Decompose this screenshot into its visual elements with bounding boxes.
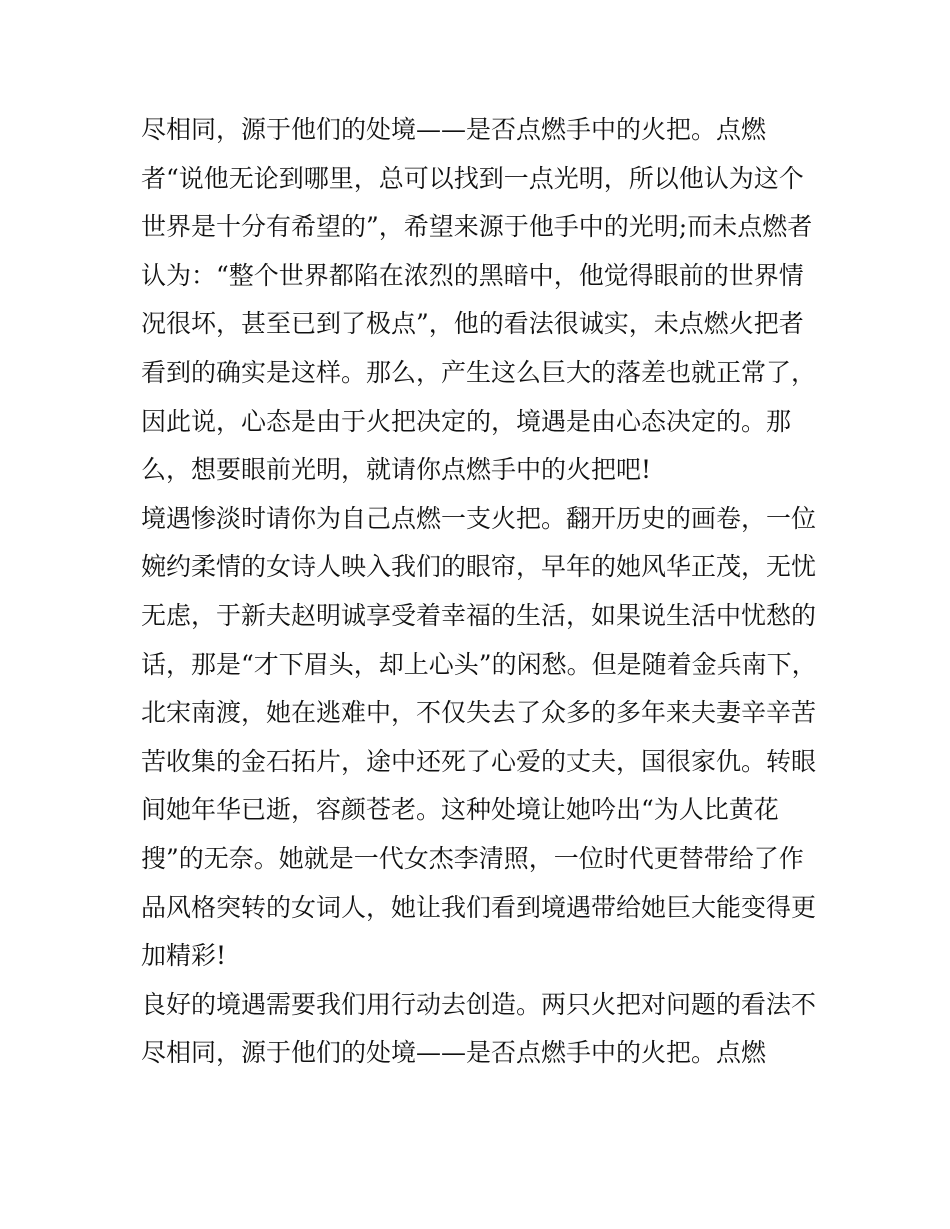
text-line: 搜”的无奈。她就是一代女杰李清照，一位时代更替带给了作 — [141, 843, 804, 873]
text-line: 品风格突转的女词人，她让我们看到境遇带给她巨大能变得更 — [141, 892, 817, 922]
text-line: 北宋南渡，她在逃难中，不仅失去了众多的多年来夫妻辛辛苦 — [141, 698, 817, 728]
text-line: 者“说他无论到哪里，总可以找到一点光明，所以他认为这个 — [141, 163, 804, 193]
text-line: 况很坏，甚至已到了极点”，他的看法很诚实，未点燃火把者 — [141, 309, 804, 339]
essay-text — [141, 106, 821, 1078]
text-line: 看到的确实是这样。那么，产生这么巨大的落差也就正常了， — [141, 357, 817, 387]
text-line: 认为：“整个世界都陷在浓烈的黑暗中，他觉得眼前的世界情 — [141, 260, 804, 290]
text-line: 话，那是“才下眉头，却上心头”的闲愁。但是随着金兵南下， — [141, 649, 817, 679]
text-line: 婉约柔情的女诗人映入我们的眼帘，早年的她风华正茂，无忧 — [141, 552, 817, 582]
text-line: 苦收集的金石拓片，途中还死了心爱的丈夫，国很家仇。转眼 — [141, 746, 817, 776]
text-line: 间她年华已逝，容颜苍老。这种处境让她吟出“为人比黄花 — [141, 795, 779, 825]
text-line: 因此说，心态是由于火把决定的，境遇是由心态决定的。那 — [141, 406, 792, 436]
text-line: 加精彩! — [141, 941, 227, 971]
text-line: 良好的境遇需要我们用行动去创造。两只火把对问题的看法不 — [141, 989, 817, 1019]
text-line: 世界是十分有希望的”，希望来源于他手中的光明;而未点燃者 — [141, 212, 813, 242]
text-line: 尽相同，源于他们的处境——是否点燃手中的火把。点燃 — [141, 1038, 767, 1068]
text-line: 么，想要眼前光明，就请你点燃手中的火把吧! — [141, 455, 652, 485]
text-line: 境遇惨淡时请你为自己点燃一支火把。翻开历史的画卷，一位 — [141, 503, 817, 533]
text-line: 无虑，于新夫赵明诚享受着幸福的生活，如果说生活中忧愁的 — [141, 600, 817, 630]
text-line: 尽相同，源于他们的处境——是否点燃手中的火把。点燃 — [141, 115, 767, 144]
